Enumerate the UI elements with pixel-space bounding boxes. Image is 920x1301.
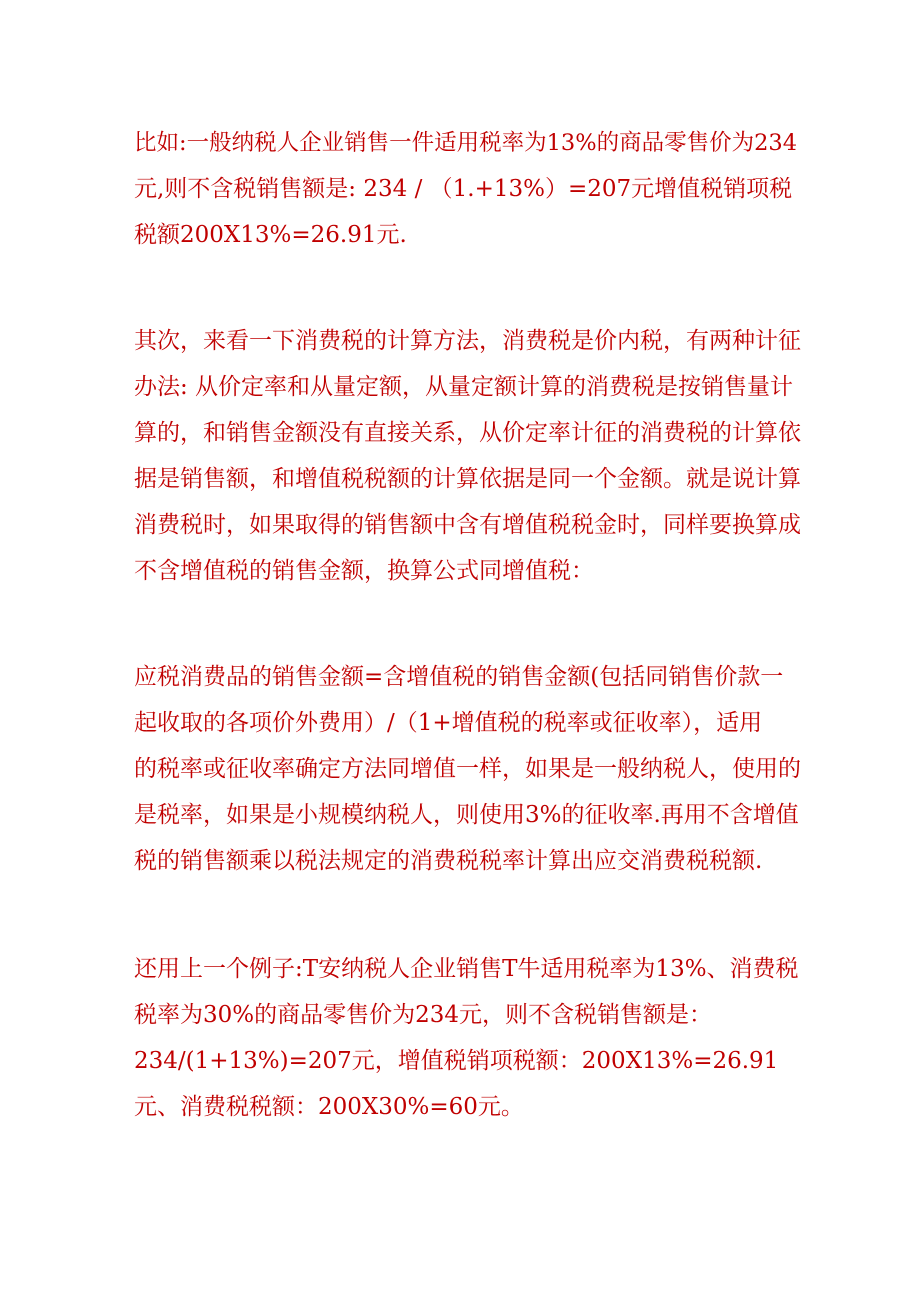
text-line: 税额200X13%=26.91元. <box>134 222 407 248</box>
text-line: 不含增值税的销售金额，换算公式同增值税： <box>134 558 594 584</box>
text-line: 比如:一般纳税人企业销售一件适用税率为13%的商品零售价为234 <box>134 130 798 156</box>
text-line: 还用上一个例子:T安纳税人企业销售T牛适用税率为13%、消费税 <box>134 956 799 982</box>
text-line: 办法: 从价定率和从量定额，从量定额计算的消费税是按销售量计 <box>134 374 794 400</box>
text-line: 元,则不含税销售额是: 234 / （1.+13%）=207元增值税销项税 <box>134 176 793 202</box>
paragraph-conversion-formula <box>134 654 806 884</box>
text-line: 的税率或征收率确定方法同增值一样，如果是一般纳税人，使用的 <box>134 756 801 782</box>
text-line: 税率为30%的商品零售价为234元，则不含税销售额是： <box>134 1002 713 1028</box>
text-line: 应税消费品的销售金额=含增值税的销售金额(包括同销售价款一 <box>134 664 784 690</box>
paragraph-combined-example <box>134 946 806 1130</box>
text-line: 消费税时，如果取得的销售额中含有增值税税金时，同样要换算成 <box>134 512 801 538</box>
text-line: 元、消费税税额：200X30%=60元。 <box>134 1094 524 1120</box>
paragraph-consumption-tax-method <box>134 318 806 594</box>
text-line: 其次，来看一下消费税的计算方法，消费税是价内税，有两种计征 <box>134 328 801 354</box>
paragraph-vat-example <box>134 120 806 258</box>
text-line: 税的销售额乘以税法规定的消费税税率计算出应交消费税税额. <box>134 848 763 874</box>
text-line: 234/(1+13%)=207元，增值税销项税额：200X13%=26.91 <box>134 1048 779 1074</box>
text-line: 据是销售额，和增值税税额的计算依据是同一个金额。就是说计算 <box>134 466 801 492</box>
text-line: 算的，和销售金额没有直接关系，从价定率计征的消费税的计算依 <box>134 420 801 446</box>
text-line: 起收取的各项价外费用）/（1+增值税的税率或征收率），适用 <box>134 710 763 736</box>
text-line: 是税率，如果是小规模纳税人，则使用3%的征收率.再用不含增值 <box>134 802 799 828</box>
